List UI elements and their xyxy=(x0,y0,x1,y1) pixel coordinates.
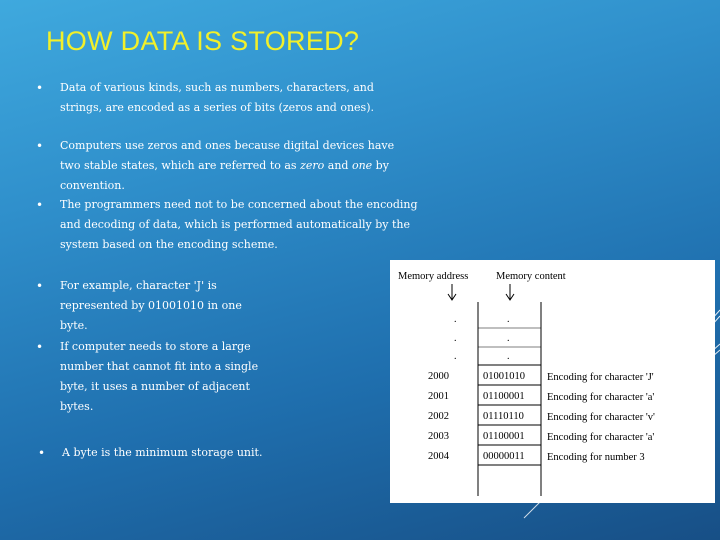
bullet-item xyxy=(36,195,420,255)
memory-content: 00000011 xyxy=(483,451,525,462)
bullet-emphasis-one: one xyxy=(351,159,373,172)
bullet-dot-icon: • xyxy=(36,81,44,95)
decorative-line-icon xyxy=(520,498,544,520)
memory-encoding-label: Encoding for character 'a' xyxy=(547,392,655,403)
content-arrow-icon xyxy=(506,284,514,300)
memory-column-dividers xyxy=(478,328,541,347)
memory-encoding-label: Encoding for character 'J' xyxy=(547,372,654,383)
ellipsis-dot: . xyxy=(507,314,510,325)
bullet-text: Computers use zeros and ones because digital devices have two stable states, which are referred to as xyxy=(60,139,395,172)
memory-content: 01100001 xyxy=(483,391,525,402)
memory-encoding-label: Encoding for character 'a' xyxy=(547,432,655,443)
bullet-dot-icon: • xyxy=(36,139,44,153)
memory-address: 2000 xyxy=(428,371,449,382)
ellipsis-dot: . xyxy=(454,351,457,362)
memory-content-header: Memory content xyxy=(496,271,566,282)
memory-encoding-label: Encoding for number 3 xyxy=(547,452,645,463)
bullet-dot-icon: • xyxy=(36,279,44,293)
bullet-dot-icon: • xyxy=(36,198,44,212)
bullet-text: The programmers need not to be concerned about the encoding and decoding of data, which is performed automatically by the system based on the encoding scheme. xyxy=(60,198,418,251)
bullet-item xyxy=(36,78,410,118)
memory-encoding-label: Encoding for character 'v' xyxy=(547,412,655,423)
bullet-text: If computer needs to store a large number that cannot fit into a single byte, it uses a number of adjacent bytes. xyxy=(60,340,259,413)
bullet-text: A byte is the minimum storage unit. xyxy=(62,446,263,459)
bullet-emphasis-zero: zero xyxy=(300,159,325,172)
ellipsis-dot: . xyxy=(507,333,510,344)
bullet-text: and xyxy=(324,159,352,172)
memory-figure xyxy=(390,260,715,503)
bullet-dot-icon: • xyxy=(38,446,46,460)
address-arrow-icon xyxy=(448,284,456,300)
memory-address: 2001 xyxy=(428,391,449,402)
bullet-text: Data of various kinds, such as numbers, characters, and strings, are encoded as a series of bits (zeros and ones). xyxy=(60,81,374,114)
decorative-lines-icon xyxy=(702,300,720,370)
memory-address-header: Memory address xyxy=(398,271,469,282)
bullet-item xyxy=(36,337,260,417)
memory-content: 01110110 xyxy=(483,411,524,422)
bullet-item xyxy=(36,136,410,196)
memory-address: 2004 xyxy=(428,451,449,462)
memory-content: 01001010 xyxy=(483,371,525,382)
bullet-item xyxy=(38,443,282,463)
memory-diagram xyxy=(390,260,715,503)
ellipsis-dot: . xyxy=(507,351,510,362)
bullet-dot-icon: • xyxy=(36,340,44,354)
ellipsis-dot: . xyxy=(454,314,457,325)
ellipsis-dot: . xyxy=(454,333,457,344)
bullet-text: by convention. xyxy=(60,159,389,192)
memory-address: 2003 xyxy=(428,431,449,442)
bullet-text: For example, character 'J' is represented by 01001010 in one byte. xyxy=(60,279,242,332)
memory-address: 2002 xyxy=(428,411,449,422)
slide-title: HOW DATA IS STORED? xyxy=(46,26,360,56)
memory-row xyxy=(428,451,645,463)
memory-content: 01100001 xyxy=(483,431,525,442)
bullet-item xyxy=(36,276,260,336)
